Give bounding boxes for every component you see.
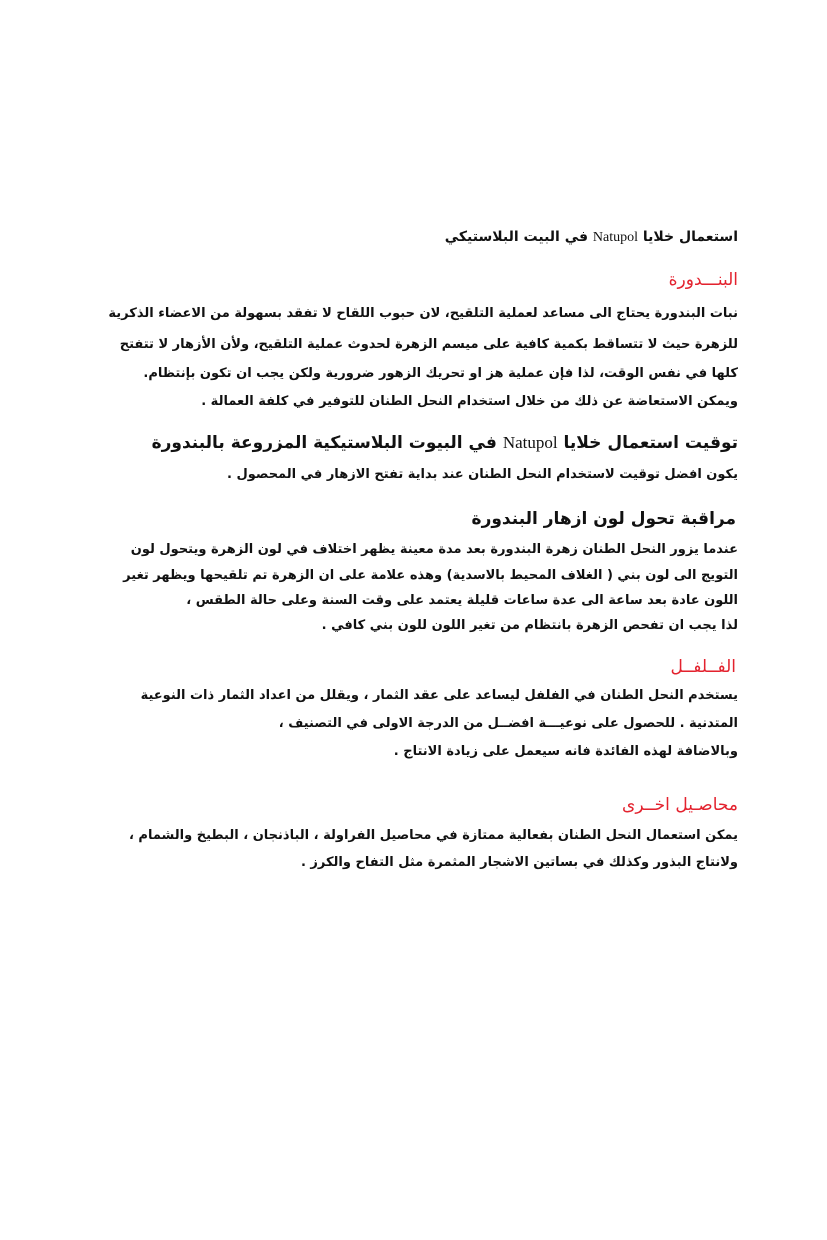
other-crops-paragraph-line: يمكن استعمال النحل الطنان بفعالية ممتازة في محاصيل الفراولة ، الباذنجان ، البطيخ والشمام ، — [128, 828, 738, 843]
tomato-paragraph-line: كلها في نفس الوقت، لذا فإن عملية هز او تحريك الزهور ضرورية ولكن يجب ان تكون بإنتظام. — [143, 366, 738, 381]
intro-brand-name: Natupol — [592, 230, 639, 245]
section-title-monitoring: مراقبة تحول لون ازهار البندورة — [471, 509, 736, 529]
monitoring-paragraph-line: لذا يجب ان تفحص الزهرة بانتظام من تغير اللون للون بني كافي . — [321, 618, 738, 633]
timing-title-before: توقيت استعمال خلايا — [557, 433, 738, 453]
monitoring-paragraph-line: اللون عادة بعد ساعة الى عدة ساعات قليلة يعتمد على وقت السنة وعلى حالة الطقس ، — [186, 593, 738, 608]
section-title-timing — [152, 434, 738, 452]
tomato-paragraph-line: للزهرة حيث لا تتساقط بكمية كافية على ميسم الزهرة لحدوث عملية التلقيح، ولأن الأزهار لا تتفتح — [119, 337, 738, 352]
pepper-paragraph-line: وبالاضافة لهذه الفائدة فانه سيعمل على زيادة الانتاج . — [393, 744, 738, 759]
section-title-pepper: الفــلفــل — [670, 657, 736, 677]
section-title-tomato: البنـــدورة — [668, 270, 738, 290]
timing-title-brand: Natupol — [502, 433, 558, 452]
intro-text-after: في البيت البلاستيكي — [444, 229, 593, 245]
section-title-other-crops: محاصـيل اخــرى — [622, 795, 738, 815]
timing-paragraph-line: يكون افضل توقيت لاستخدام النحل الطنان عند بداية تفتح الازهار في المحصول . — [226, 467, 738, 482]
monitoring-paragraph-line: عندما يزور النحل الطنان زهرة البندورة بعد مدة معينة يظهر اختلاف في لون الزهرة ويتحول لون — [130, 542, 738, 557]
timing-title-after: في البيوت البلاستيكية المزروعة بالبندورة — [151, 433, 503, 453]
pepper-paragraph-line: المتدنية . للحصول على نوعيـــة افضــل من الدرجة الاولى في التصنيف ، — [278, 716, 738, 731]
intro-line — [445, 230, 738, 245]
pepper-paragraph-line: يستخدم النحل الطنان في الفلفل ليساعد على عقد الثمار ، ويقلل من اعداد الثمار ذات النوعية — [140, 688, 738, 703]
other-crops-paragraph-line: ولانتاج البذور وكذلك في بساتين الاشجار المثمرة مثل التفاح والكرز . — [300, 855, 738, 870]
monitoring-paragraph-line: التويج الى لون بني ( الغلاف المحيط بالاسدية) وهذه علامة على ان الزهرة تم تلقيحها ويظهر تغير — [123, 568, 738, 583]
tomato-paragraph-line: نبات البندورة يحتاج الى مساعد لعملية التلقيح، لان حبوب اللقاح لا تفقد بسهولة من الاعضاء الذكرية — [108, 306, 738, 321]
intro-text-before: استعمال خلايا — [638, 229, 738, 245]
tomato-paragraph-line: ويمكن الاستعاضة عن ذلك من خلال استخدام النحل الطنان للتوفير في كلفة العمالة . — [201, 394, 738, 409]
